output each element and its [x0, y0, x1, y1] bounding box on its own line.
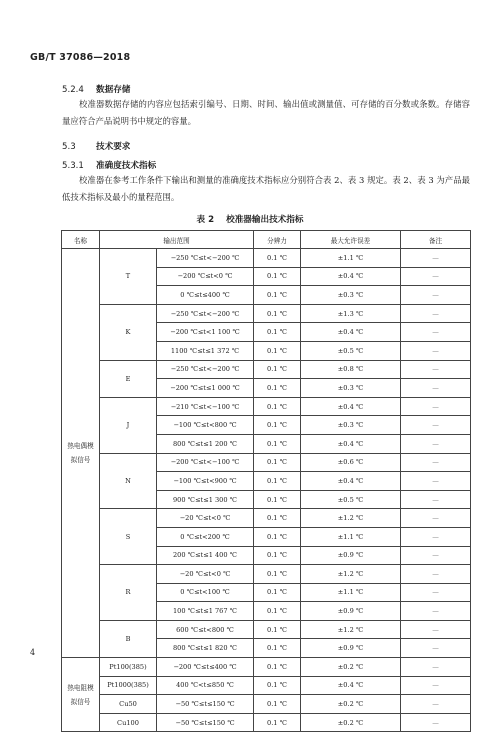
resolution-cell: 0.1 ℃ — [254, 602, 301, 621]
type-cell: J — [100, 397, 157, 453]
resolution-cell: 0.1 ℃ — [254, 341, 301, 360]
section-title: 技术要求 — [96, 142, 131, 152]
header-resolution: 分辨力 — [254, 231, 301, 249]
max-error-cell: ±0.4 ℃ — [301, 434, 401, 453]
note-cell: — — [401, 360, 471, 379]
resolution-cell: 0.1 ℃ — [254, 304, 301, 323]
range-cell: 200 ℃≤t≤1 400 ℃ — [157, 546, 254, 565]
type-cell: R — [100, 565, 157, 621]
table-row — [62, 620, 471, 639]
note-cell: — — [401, 620, 471, 639]
resolution-cell: 0.1 ℃ — [254, 453, 301, 472]
note-cell: — — [401, 602, 471, 621]
resolution-cell: 0.1 ℃ — [254, 416, 301, 435]
range-cell: −200 ℃≤t<1 100 ℃ — [157, 323, 254, 342]
table-header-row — [62, 231, 471, 249]
resolution-cell: 0.1 ℃ — [254, 658, 301, 677]
type-cell: Pt1000(385) — [100, 676, 157, 695]
range-cell: −200 ℃≤t<0 ℃ — [157, 267, 254, 286]
table-row — [62, 360, 471, 379]
max-error-cell: ±0.4 ℃ — [301, 676, 401, 695]
range-cell: 0 ℃≤t≤400 ℃ — [157, 286, 254, 305]
note-cell: — — [401, 676, 471, 695]
table-caption — [0, 213, 500, 225]
max-error-cell: ±0.9 ℃ — [301, 639, 401, 658]
note-cell: — — [401, 527, 471, 546]
section-5-3-1-paragraph: 校准器在参考工作条件下输出和测量的准确度技术指标应分别符合表 2、表 3 规定。表 2、表 3 为产品最低技术指标及最小的量程范围。 — [62, 175, 470, 202]
max-error-cell: ±0.5 ℃ — [301, 341, 401, 360]
range-cell: 600 ℃≤t<800 ℃ — [157, 620, 254, 639]
range-cell: −200 ℃≤t≤1 000 ℃ — [157, 379, 254, 398]
resolution-cell: 0.1 ℃ — [254, 639, 301, 658]
range-cell: 900 ℃≤t≤1 300 ℃ — [157, 490, 254, 509]
note-cell: — — [401, 565, 471, 584]
max-error-cell: ±1.2 ℃ — [301, 565, 401, 584]
note-cell: — — [401, 434, 471, 453]
resolution-cell: 0.1 ℃ — [254, 323, 301, 342]
range-cell: 800 ℃≤t≤1 200 ℃ — [157, 434, 254, 453]
range-cell: 100 ℃≤t≤1 767 ℃ — [157, 602, 254, 621]
max-error-cell: ±0.4 ℃ — [301, 472, 401, 491]
note-cell: — — [401, 639, 471, 658]
header-note: 备注 — [401, 231, 471, 249]
note-cell: — — [401, 286, 471, 305]
range-cell: −200 ℃≤t<−100 ℃ — [157, 453, 254, 472]
range-cell: 0 ℃≤t<100 ℃ — [157, 583, 254, 602]
header-range: 输出范围 — [100, 231, 254, 249]
max-error-cell: ±0.3 ℃ — [301, 379, 401, 398]
range-cell: −210 ℃≤t<−100 ℃ — [157, 397, 254, 416]
table-row — [62, 249, 471, 268]
max-error-cell: ±0.4 ℃ — [301, 397, 401, 416]
type-cell: Cu100 — [100, 713, 157, 732]
note-cell: — — [401, 695, 471, 714]
max-error-cell: ±1.1 ℃ — [301, 527, 401, 546]
section-5-3-heading — [62, 140, 130, 152]
note-cell: — — [401, 509, 471, 528]
note-cell: — — [401, 713, 471, 732]
section-5-2-4-paragraph: 校准器数据存储的内容应包括索引编号、日期、时间、输出值或测量值、可存储的百分数或条数。存储容量应符合产品说明书中规定的容量。 — [62, 99, 470, 126]
section-number: 5.2.4 — [62, 85, 84, 95]
max-error-cell: ±0.3 ℃ — [301, 286, 401, 305]
range-cell: −250 ℃≤t<−200 ℃ — [157, 249, 254, 268]
note-cell: — — [401, 267, 471, 286]
type-cell: N — [100, 453, 157, 509]
range-cell: −100 ℃≤t<900 ℃ — [157, 472, 254, 491]
range-cell: 1100 ℃≤t≤1 372 ℃ — [157, 341, 254, 360]
note-cell: — — [401, 658, 471, 677]
section-5-3-1-heading — [62, 159, 156, 171]
table-row — [62, 713, 471, 732]
max-error-cell: ±0.9 ℃ — [301, 602, 401, 621]
range-cell: −250 ℃≤t<−200 ℃ — [157, 360, 254, 379]
section-number: 5.3 — [62, 142, 76, 152]
max-error-cell: ±0.8 ℃ — [301, 360, 401, 379]
range-cell: −20 ℃≤t<0 ℃ — [157, 509, 254, 528]
table-caption-number: 表 2 — [196, 215, 215, 225]
note-cell: — — [401, 583, 471, 602]
max-error-cell: ±1.2 ℃ — [301, 509, 401, 528]
note-cell: — — [401, 304, 471, 323]
section-title: 准确度技术指标 — [96, 161, 157, 171]
note-cell: — — [401, 379, 471, 398]
group-name-cell: 热电阻模拟信号 — [62, 658, 100, 732]
standard-number: GB/T 37086—2018 — [30, 52, 131, 63]
resolution-cell: 0.1 ℃ — [254, 249, 301, 268]
header-name: 名称 — [62, 231, 100, 249]
section-number: 5.3.1 — [62, 161, 84, 171]
resolution-cell: 0.1 ℃ — [254, 713, 301, 732]
range-cell: −250 ℃≤t<−200 ℃ — [157, 304, 254, 323]
range-cell: −20 ℃≤t<0 ℃ — [157, 565, 254, 584]
resolution-cell: 0.1 ℃ — [254, 360, 301, 379]
range-cell: 0 ℃≤t<200 ℃ — [157, 527, 254, 546]
note-cell: — — [401, 249, 471, 268]
resolution-cell: 0.1 ℃ — [254, 565, 301, 584]
table-row — [62, 453, 471, 472]
max-error-cell: ±1.1 ℃ — [301, 249, 401, 268]
max-error-cell: ±1.1 ℃ — [301, 583, 401, 602]
note-cell: — — [401, 323, 471, 342]
max-error-cell: ±0.2 ℃ — [301, 713, 401, 732]
max-error-cell: ±0.2 ℃ — [301, 658, 401, 677]
type-cell: Pt100(385) — [100, 658, 157, 677]
resolution-cell: 0.1 ℃ — [254, 490, 301, 509]
type-cell: T — [100, 249, 157, 305]
note-cell: — — [401, 341, 471, 360]
type-cell: K — [100, 304, 157, 360]
resolution-cell: 0.1 ℃ — [254, 695, 301, 714]
max-error-cell: ±0.6 ℃ — [301, 453, 401, 472]
resolution-cell: 0.1 ℃ — [254, 583, 301, 602]
resolution-cell: 0.1 ℃ — [254, 676, 301, 695]
resolution-cell: 0.1 ℃ — [254, 434, 301, 453]
resolution-cell: 0.1 ℃ — [254, 397, 301, 416]
range-cell: −50 ℃≤t≤150 ℃ — [157, 713, 254, 732]
table-row — [62, 397, 471, 416]
note-cell: — — [401, 472, 471, 491]
table-row — [62, 695, 471, 714]
range-cell: −200 ℃≤t≤400 ℃ — [157, 658, 254, 677]
header-max-error: 最大允许误差 — [301, 231, 401, 249]
max-error-cell: ±1.2 ℃ — [301, 620, 401, 639]
table-row — [62, 676, 471, 695]
range-cell: 400 ℃<t≤850 ℃ — [157, 676, 254, 695]
note-cell: — — [401, 397, 471, 416]
range-cell: −100 ℃≤t<800 ℃ — [157, 416, 254, 435]
type-cell: E — [100, 360, 157, 397]
note-cell: — — [401, 453, 471, 472]
type-cell: Cu50 — [100, 695, 157, 714]
max-error-cell: ±0.4 ℃ — [301, 267, 401, 286]
max-error-cell: ±1.3 ℃ — [301, 304, 401, 323]
table-row — [62, 509, 471, 528]
note-cell: — — [401, 490, 471, 509]
type-cell: B — [100, 620, 157, 657]
section-title: 数据存储 — [96, 85, 131, 95]
table-row — [62, 565, 471, 584]
max-error-cell: ±0.4 ℃ — [301, 323, 401, 342]
note-cell: — — [401, 416, 471, 435]
resolution-cell: 0.1 ℃ — [254, 267, 301, 286]
max-error-cell: ±0.5 ℃ — [301, 490, 401, 509]
range-cell: −50 ℃≤t≤150 ℃ — [157, 695, 254, 714]
resolution-cell: 0.1 ℃ — [254, 546, 301, 565]
type-cell: S — [100, 509, 157, 565]
resolution-cell: 0.1 ℃ — [254, 527, 301, 546]
max-error-cell: ±0.9 ℃ — [301, 546, 401, 565]
table-caption-title: 校准器输出技术指标 — [226, 215, 304, 225]
max-error-cell: ±0.3 ℃ — [301, 416, 401, 435]
page-number: 4 — [30, 648, 36, 657]
group-name-cell: 热电偶模拟信号 — [62, 249, 100, 658]
note-cell: — — [401, 546, 471, 565]
table-row — [62, 658, 471, 677]
section-5-2-4-heading — [62, 83, 130, 95]
output-spec-table — [61, 230, 471, 732]
resolution-cell: 0.1 ℃ — [254, 472, 301, 491]
resolution-cell: 0.1 ℃ — [254, 620, 301, 639]
range-cell: 800 ℃≤t≤1 820 ℃ — [157, 639, 254, 658]
resolution-cell: 0.1 ℃ — [254, 379, 301, 398]
max-error-cell: ±0.2 ℃ — [301, 695, 401, 714]
table-row — [62, 304, 471, 323]
resolution-cell: 0.1 ℃ — [254, 286, 301, 305]
resolution-cell: 0.1 ℃ — [254, 509, 301, 528]
